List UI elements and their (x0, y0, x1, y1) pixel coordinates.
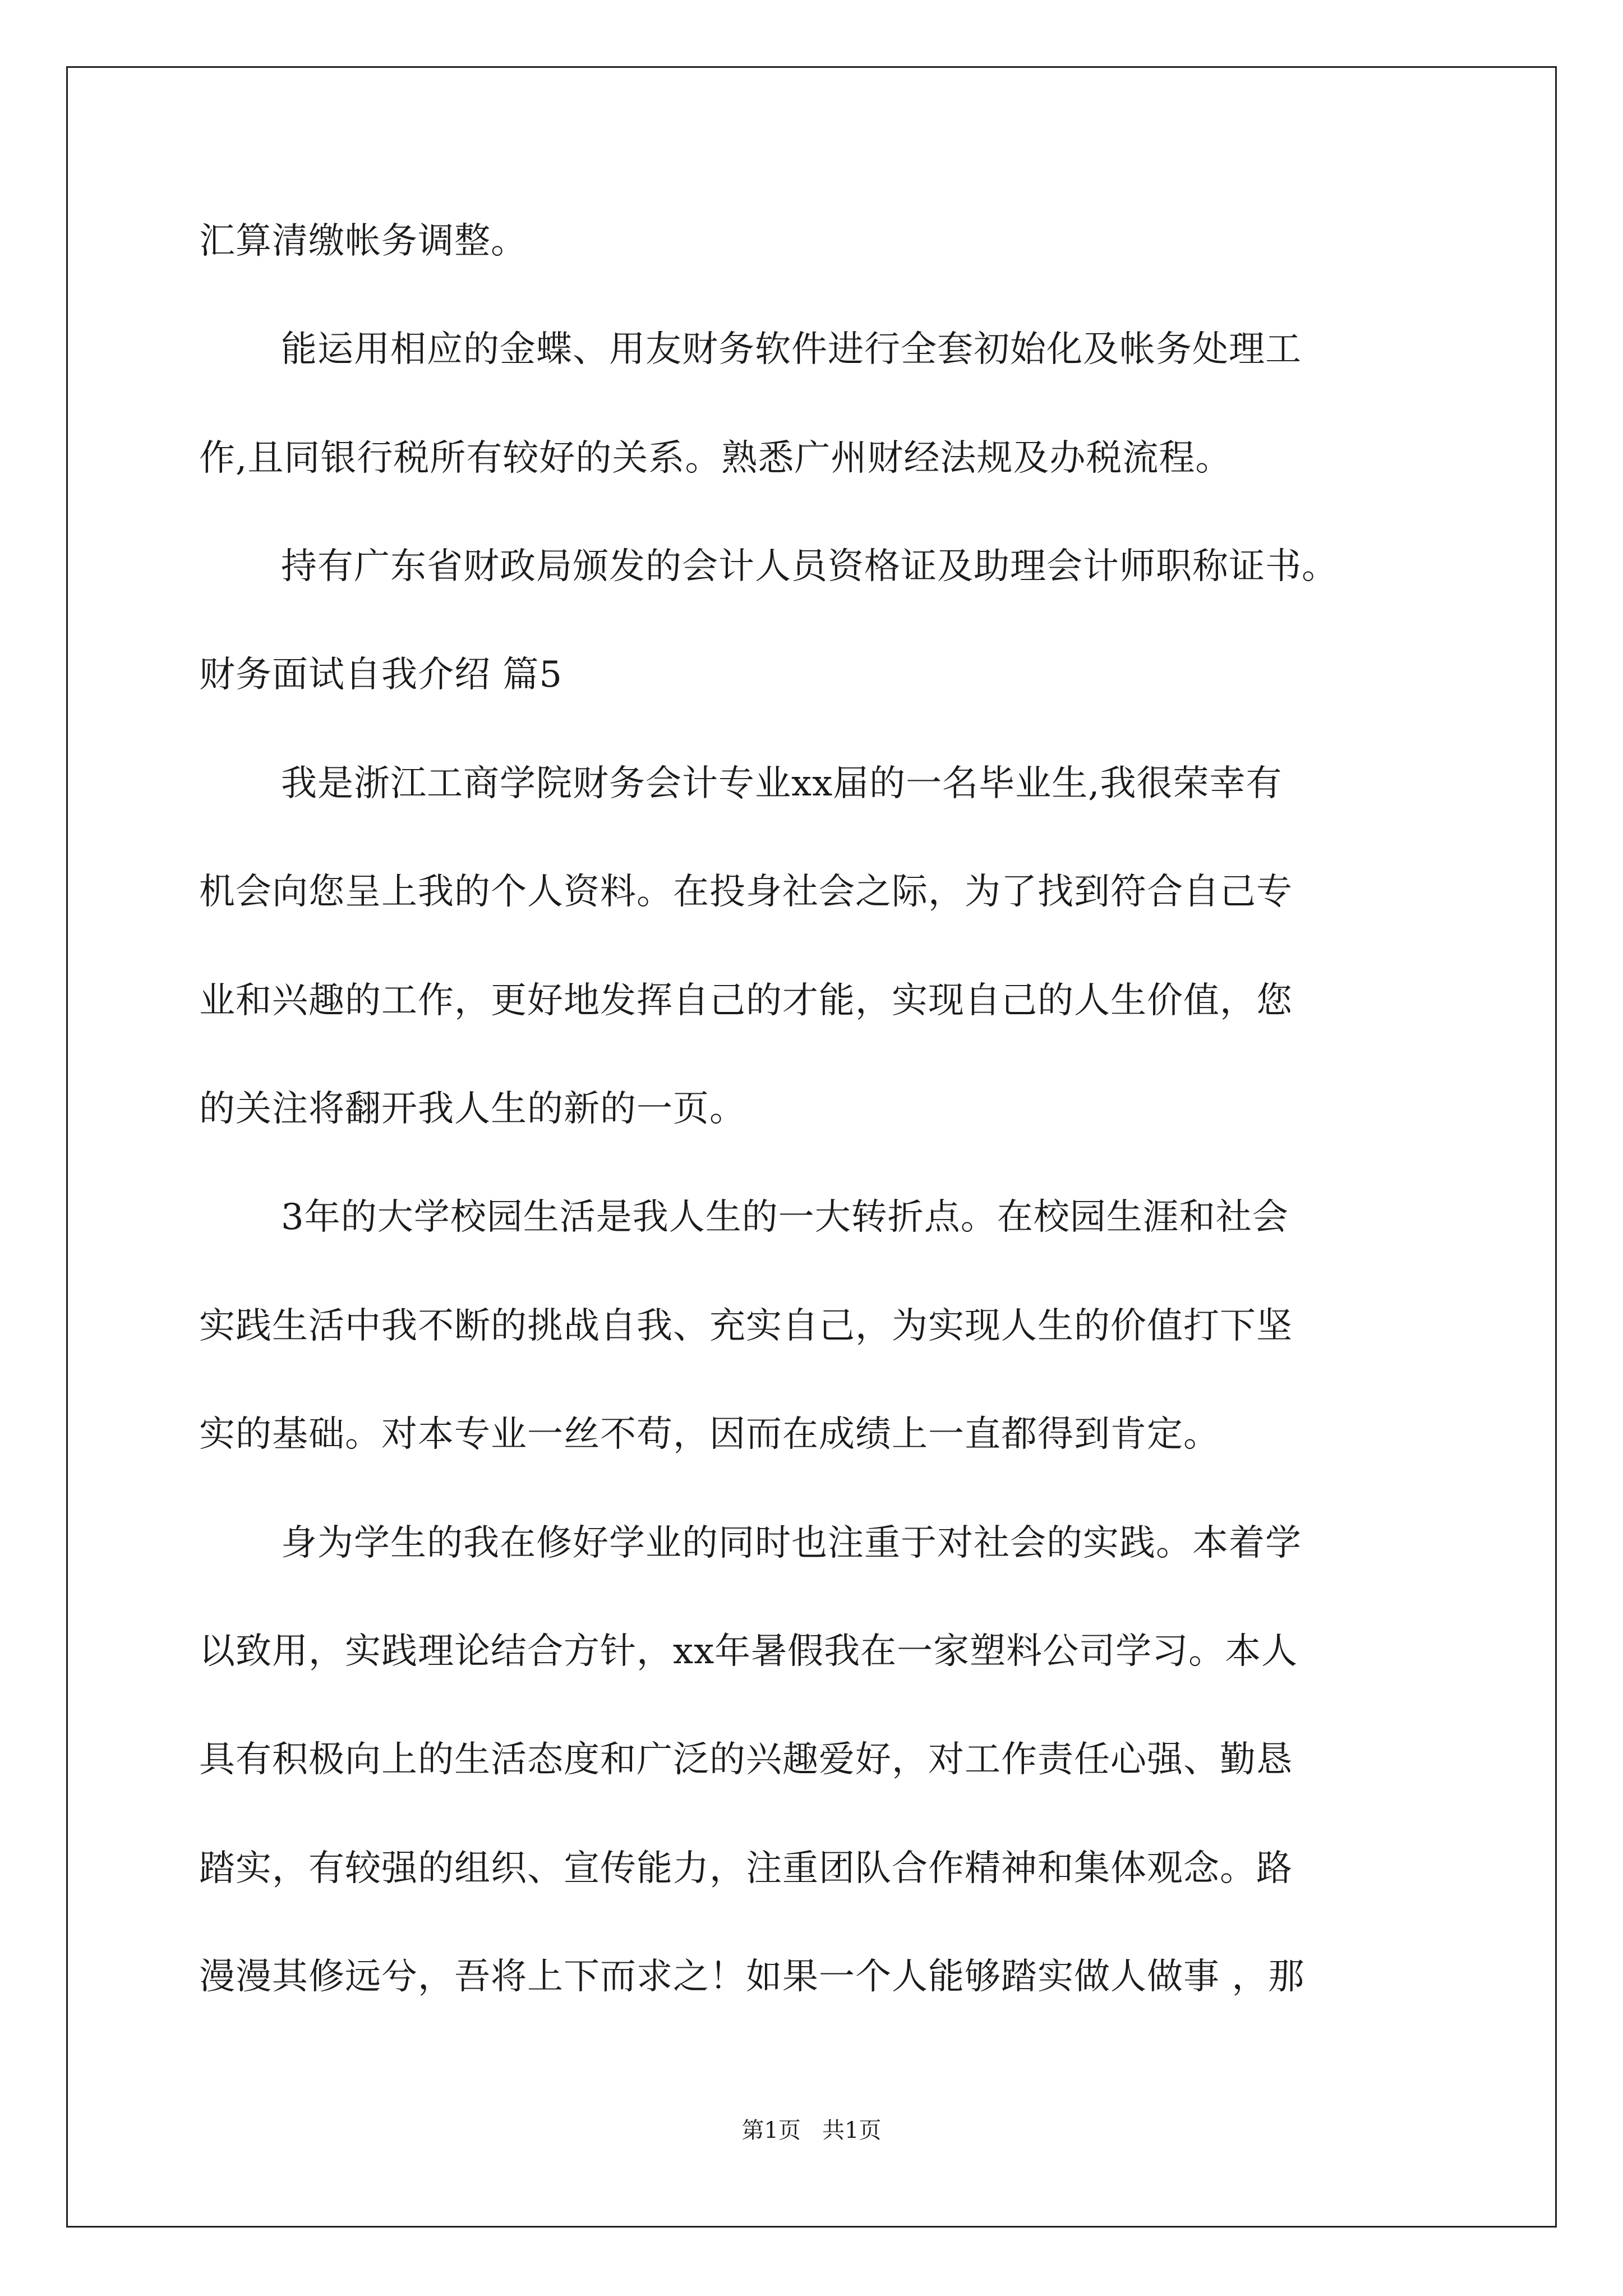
paragraph-line: 能运用相应的金蝶、用友财务软件进行全套初始化及帐务处理工 (281, 329, 1302, 370)
paragraph-line: 以致用，实践理论结合方针，xx年暑假我在一家塑料公司学习。本人 (199, 1631, 1298, 1672)
paragraph-line: 踏实，有较强的组织、宣传能力，注重团队合作精神和集体观念。路 (199, 1848, 1293, 1889)
paragraph-line: 身为学生的我在修好学业的同时也注重于对社会的实践。本着学 (281, 1522, 1302, 1564)
section-heading: 财务面试自我介绍 篇5 (199, 654, 563, 696)
page-footer: 第1页 共1页 (741, 2118, 882, 2143)
paragraph-line: 作,且同银行税所有较好的关系。熟悉广州财经法规及办税流程。 (199, 438, 1232, 479)
paragraph-line: 业和兴趣的工作，更好地发挥自己的才能，实现自己的人生价值，您 (199, 980, 1293, 1022)
paragraph-line: 实践生活中我不断的挑战自我、充实自己，为实现人生的价值打下坚 (199, 1305, 1293, 1347)
page-border (66, 66, 1557, 2228)
paragraph-line: 漫漫其修远兮，吾将上下而求之！如果一个人能够踏实做人做事 ，那 (199, 1956, 1305, 1998)
paragraph-line: 持有广东省财政局颁发的会计人员资格证及助理会计师职称证书。 (281, 546, 1338, 587)
paragraph-line: 机会向您呈上我的个人资料。在投身社会之际，为了找到符合自己专 (199, 871, 1293, 913)
paragraph-line: 3年的大学校园生活是我人生的一大转折点。在校园生涯和社会 (281, 1197, 1289, 1238)
paragraph-line: 具有积极向上的生活态度和广泛的兴趣爱好，对工作责任心强、勤恳 (199, 1739, 1293, 1780)
paragraph-line: 汇算清缴帐务调整。 (199, 220, 527, 262)
paragraph-line: 实的基础。对本专业一丝不苟，因而在成绩上一直都得到肯定。 (199, 1414, 1220, 1455)
paragraph-line: 我是浙江工商学院财务会计专业xx届的一名毕业生,我很荣幸有 (281, 763, 1283, 804)
paragraph-line: 的关注将翻开我人生的新的一页。 (199, 1088, 746, 1130)
